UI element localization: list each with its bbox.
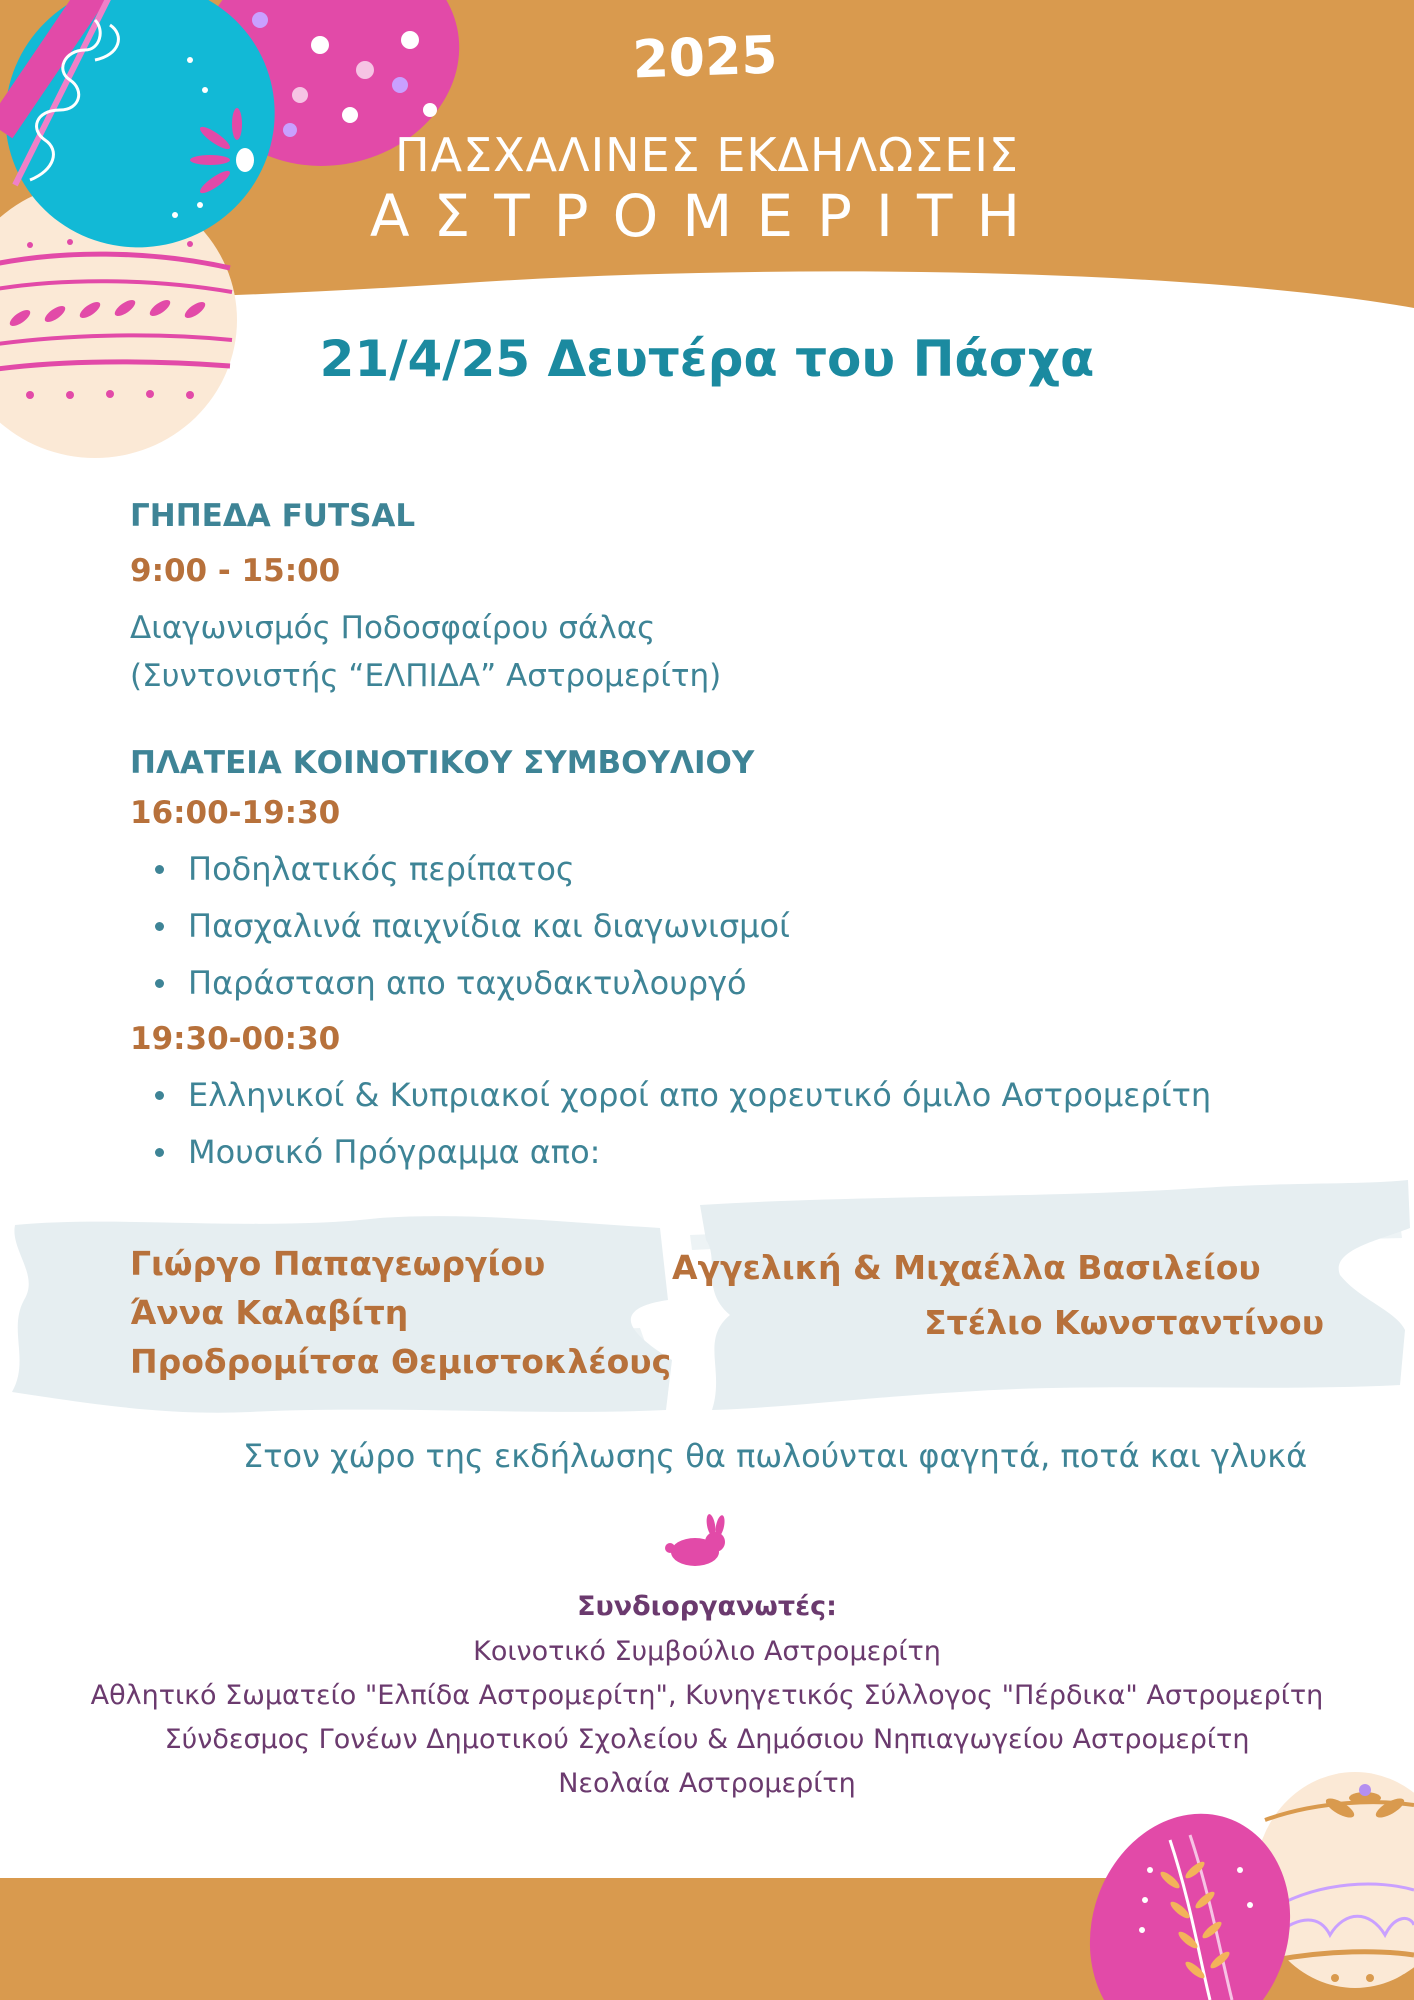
organizer-line: Σύνδεσμος Γονέων Δημοτικού Σχολείου & Δημόσιου Νηπιαγωγείου Αστρομερίτη <box>164 1724 1250 1755</box>
bullet-dot <box>155 1148 164 1157</box>
organizer-line: Κοινοτικό Συμβούλιο Αστρομερίτη <box>473 1636 941 1667</box>
activity-text: Ελληνικοί & Κυπριακοί χοροί απο χορευτικό όμιλο Αστρομερίτη <box>188 1076 1212 1114</box>
bunny-icon <box>665 1513 726 1566</box>
time-afternoon: 16:00-19:30 <box>130 795 341 831</box>
list-item <box>130 955 790 1012</box>
performers-right <box>624 1242 1324 1352</box>
food-note: Στον χώρο της εκδήλωσης θα πωλούνται φαγητά, ποτά και γλυκά <box>243 1437 1308 1475</box>
title-line-1: ΠΑΣΧΑΛΙΝΕΣ ΕΚΔΗΛΩΣΕΙΣ <box>395 128 1019 182</box>
activity-text: Πασχαλινά παιχνίδια και διαγωνισμοί <box>188 907 790 945</box>
year-label: 2025 <box>631 25 779 91</box>
organizers-heading: Συνδιοργανωτές: <box>577 1591 837 1622</box>
venue-square-heading: ΠΛΑΤΕΙΑ ΚΟΙΝΟΤΙΚΟΥ ΣΥΜΒΟΥΛΙΟΥ <box>130 745 755 781</box>
activity-text: Ποδηλατικός περίπατος <box>188 850 575 888</box>
performer-name: Στέλιο Κωνσταντίνου <box>924 1303 1324 1342</box>
list-item <box>130 898 790 955</box>
list-item <box>130 841 790 898</box>
easter-eggs-bottom-right <box>1060 1772 1414 2000</box>
performer-name: Προδρομίτσα Θεμιστοκλέους <box>130 1342 672 1381</box>
list-item <box>130 1067 1211 1124</box>
futsal-description-2: (Συντονιστής “ΕΛΠΙΔΑ” Αστρομερίτη) <box>130 658 722 694</box>
bullet-dot <box>155 922 164 931</box>
performer-name: Αγγελική & Μιχαέλλα Βασιλείου <box>672 1248 1261 1287</box>
evening-activities-list <box>130 1067 1211 1181</box>
bullet-dot <box>155 1091 164 1100</box>
time-evening: 19:30-00:30 <box>130 1021 341 1057</box>
activity-text: Παράσταση απο ταχυδακτυλουργό <box>188 964 747 1002</box>
date-heading: 21/4/25 Δευτέρα του Πάσχα <box>319 330 1095 388</box>
venue-futsal-heading: ΓΗΠΕΔΑ FUTSAL <box>130 498 416 534</box>
bullet-dot <box>155 979 164 988</box>
activity-text: Μουσικό Πρόγραμμα απο: <box>188 1133 601 1171</box>
performers-left <box>130 1239 671 1386</box>
organizer-line: Νεολαία Αστρομερίτη <box>558 1768 856 1799</box>
list-item <box>130 1124 1211 1181</box>
performer-name: Γιώργο Παπαγεωργίου <box>130 1244 546 1283</box>
performer-name: Άννα Καλαβίτη <box>130 1293 409 1332</box>
title-line-2: ΑΣΤΡΟΜΕΡΙΤΗ <box>369 182 1045 250</box>
time-futsal: 9:00 - 15:00 <box>130 553 341 589</box>
organizer-line: Αθλητικό Σωματείο "Ελπίδα Αστρομερίτη", Κυνηγετικός Σύλλογος "Πέρδικα" Αστρομερίτη <box>90 1680 1324 1711</box>
futsal-description-1: Διαγωνισμός Ποδοσφαίρου σάλας <box>130 610 656 646</box>
afternoon-activities-list <box>130 841 790 1012</box>
bullet-dot <box>155 865 164 874</box>
